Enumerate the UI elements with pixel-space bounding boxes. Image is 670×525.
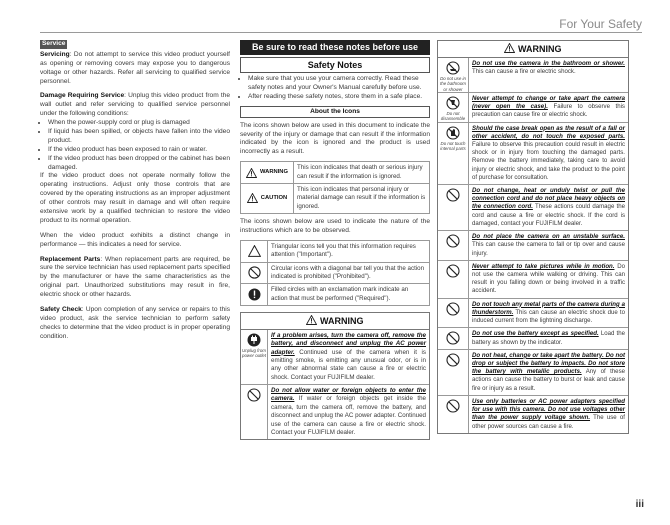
- warning-bold: Never attempt to change or take apart the camera (never open the case).: [472, 94, 625, 111]
- warning-triangle-icon: [246, 168, 257, 178]
- warning-row: [438, 123, 628, 186]
- safety-text: : Upon completion of any service or repairs to this video product, ask the service technician to perform safety checks to determine that the video product is in proper operating condition.: [40, 306, 230, 340]
- caution-triangle-icon: [247, 193, 258, 203]
- no-disassemble-icon: [446, 96, 460, 110]
- warning-body: These actions could damage the cord and cause a fire or electric shock. If the cord is damaged, contact your FUJIFILM dealer.: [472, 203, 625, 227]
- prohibited-icon: [446, 353, 460, 367]
- damage-item: • If the video product has been exposed to rain or water.: [48, 146, 230, 155]
- warning-body: The use of other power sources can cause a fire.: [472, 414, 625, 430]
- warning-text: [268, 385, 429, 439]
- symbol-text: Circular icons with a diagonal bar tell you that the action indicated is prohibited ("Prohibited").: [271, 264, 425, 280]
- servicing-text: : Do not attempt to service this video product yourself as opening or removing covers may expose you to dangerous voltage or other hazards. Refer all servicing to qualified service personnel.: [40, 50, 230, 85]
- warning-row: [438, 328, 628, 349]
- damage-item: • When the power-supply cord or plug is damaged: [48, 119, 230, 128]
- warning-text: [469, 58, 628, 92]
- warning-caption: Do not use in the bathroom or shower: [440, 76, 466, 92]
- prohibited-icon: [446, 188, 460, 202]
- symbol-text: Triangular icons tell you that this information requires attention ("Important").: [271, 242, 416, 259]
- safety-lead: Safety Check: [40, 306, 82, 314]
- warning-text: [469, 123, 628, 185]
- prohibited-icon: [446, 399, 460, 413]
- warning-text: [469, 231, 628, 260]
- damage-text: : Unplug this video product from the wall outlet and refer servicing to qualified service personnel under the following conditions:: [40, 92, 230, 118]
- warning-caption: Do not disassemble: [440, 110, 466, 122]
- warning-body: Failure to observe this precaution can cause fire or electric shock.: [472, 103, 625, 119]
- warning-caption: Unplug from power outlet: [242, 347, 266, 359]
- damage-lead: Damage Requiring Service: [40, 92, 125, 100]
- header-divider: [40, 32, 642, 33]
- warning-body: This can cause the camera to fall or tip over and cause injury.: [472, 241, 625, 257]
- no-touch-icon: [446, 126, 460, 140]
- warning-body: This can cause a fire or electric shock.: [472, 68, 576, 76]
- warning-text: [469, 299, 628, 328]
- warning-header: [241, 313, 429, 330]
- warning-row: [438, 396, 628, 433]
- warning-text: [469, 185, 628, 230]
- prohibited-icon: [446, 331, 460, 345]
- note-item: • Make sure that you use your camera correctly. Read these safety notes and your Owner's Manual carefully before use.: [248, 75, 430, 93]
- warning-body: Continued use of the camera when it is emitting smoke, is emitting any unusual odor, or is in any other abnormal state can cause a fire or electric shock. Contact your FUJIFILM dealer.: [271, 348, 426, 381]
- safety-check-paragraph: [40, 306, 230, 342]
- safety-notes-column: [240, 40, 430, 440]
- warning-row: [241, 385, 429, 439]
- warning-body: Failure to observe this precaution could result in electric shock or in injury from touching the damaged parts. Remove the battery immediately, taking care to avoid injury or electric shock, and take the product to the point of purchase for consultation.: [472, 140, 625, 181]
- warning-bold: If a problem arises, turn the camera off, remove the battery, and disconnect and unplug the AC power adapter.: [271, 331, 426, 356]
- warning-body: Do not use the camera while walking or driving. This can result in you falling down or being involved in a traffic accident.: [472, 262, 626, 295]
- warning-text: [268, 330, 429, 384]
- damage-item: • If liquid has been spilled, or objects have fallen into the video product.: [48, 128, 230, 146]
- warning-bold: Never attempt to take pictures while in motion.: [472, 262, 615, 270]
- no-bathroom-icon: [446, 61, 460, 75]
- warning-bold: Do not use the camera in the bathroom or shower.: [472, 60, 625, 67]
- warning-header: [438, 41, 628, 58]
- warning-row: [438, 299, 628, 329]
- prohibited-icon: [446, 264, 460, 278]
- warning-title: WARNING: [518, 44, 562, 54]
- legend-text: This icon indicates that death or serious injury can result if the information is ignored.: [297, 164, 423, 180]
- symbols-intro: The icons shown below are used to indicate the nature of the instructions which are to be observed.: [240, 218, 430, 234]
- note-item: • After reading these safety notes, store them in a safe place.: [248, 93, 430, 102]
- severity-legend: [240, 161, 430, 214]
- safety-notes-title: Safety Notes: [240, 57, 430, 73]
- symbol-row: [241, 284, 429, 305]
- warning-text: [469, 350, 628, 395]
- symbol-text: Filled circles with an exclamation mark indicate an action that must be performed ("Required").: [271, 286, 409, 302]
- warning-bold: Do not heat, change or take apart the battery. Do not drop or subject the battery to impacts. Do not store the battery with metallic products.: [472, 351, 625, 376]
- legend-row: [241, 162, 429, 184]
- warning-row: [438, 93, 628, 123]
- warning-text: [469, 396, 628, 433]
- unplug-icon: [247, 333, 261, 347]
- service-tag: Service: [42, 40, 66, 47]
- warning-row: [438, 350, 628, 396]
- triangle-icon: [248, 245, 261, 257]
- legend-text: This icon indicates that personal injury or material damage can result if the information is ignored.: [297, 185, 426, 210]
- prohibited-icon: [446, 302, 460, 316]
- servicing-paragraph: [40, 51, 230, 87]
- warning-triangle-icon: [504, 43, 515, 53]
- damage-paragraph: [40, 92, 230, 119]
- read-notes-banner: Be sure to read these notes before use: [240, 40, 430, 55]
- warning-body: This can cause an electric shock due to induced current from the lightning discharge.: [472, 308, 625, 325]
- warning-body: Any of these actions can cause the battery to burst or leak and cause fire or injury as a result.: [472, 368, 625, 392]
- warning-bold: Do not use the battery except as specified.: [472, 330, 599, 338]
- safety-notes-list: [240, 75, 430, 102]
- required-icon: [248, 288, 261, 301]
- legend-label: WARNING: [259, 168, 289, 175]
- warning-row: [241, 330, 429, 385]
- warning-text: [469, 328, 628, 348]
- symbol-table: [240, 240, 430, 306]
- damage-item: • If the video product has been dropped or the cabinet has been damaged.: [48, 155, 230, 173]
- warning-bold: Do not change, heat or unduly twist or pull the connection cord and do not place heavy objects on the connection cord.: [472, 187, 625, 211]
- parts-text: : When replacement parts are required, be sure the service technician has used replacement parts specified by the manufacturer or have the same characteristics as the original part. Unauthorized substitutions may result in fire, electric shock or other hazards.: [40, 255, 230, 299]
- warning-row: [438, 185, 628, 231]
- legend-label: CAUTION: [260, 194, 288, 201]
- warning-bold: Use only batteries or AC power adapters specified for use with this camera. Do not use voltages other than the power supply voltage shown.: [472, 397, 625, 422]
- warning-bold: Should the case break open as the result of a fall or other accident, do not touch the exposed parts.: [472, 124, 625, 140]
- warning-bold: Do not touch any metal parts of the camera during a thunderstorm.: [472, 300, 625, 316]
- warning-title: WARNING: [320, 315, 364, 326]
- service-column: [40, 40, 230, 348]
- warning-row: [438, 231, 628, 261]
- warning-box-right: [437, 40, 629, 434]
- warning-text: [469, 261, 628, 298]
- warning-row: [438, 58, 628, 93]
- warning-box-middle: [240, 312, 430, 440]
- prohibited-icon: [446, 234, 460, 248]
- warning-bold: Do not place the camera on an unstable surface.: [472, 233, 625, 241]
- warning-text: [469, 93, 628, 122]
- warning-body: Load the battery as shown by the indicator.: [472, 330, 625, 346]
- prohibited-icon: [248, 266, 261, 279]
- about-icons-text: The icons shown below are used in this document to indicate the severity of the injury or damage that can result if the information indicated by the icon is ignored and the product is used incorrectly as a result.: [240, 121, 430, 156]
- damage-list: [40, 119, 230, 172]
- page-number: iii: [635, 499, 644, 510]
- prohibited-icon: [247, 388, 261, 402]
- symbol-row: [241, 263, 429, 285]
- about-icons-title: About the Icons: [240, 106, 430, 118]
- symbol-row: [241, 241, 429, 263]
- legend-row: [241, 184, 429, 213]
- warning-row: [438, 261, 628, 299]
- servicing-lead: Servicing: [40, 50, 70, 58]
- warning-body: If water or foreign objects get inside the camera, turn the camera off, remove the battery, and disconnect and unplug the AC power adapter. Continued use of the camera can cause a fire or electric shock. Contact your FUJIFILM dealer.: [271, 395, 426, 436]
- page-header-title: For Your Safety: [559, 17, 642, 31]
- damage-paragraph-2: If the video product does not operate normally follow the operating instructions. Adjust only those controls that are covered by the operating instructions as an improper adjustment of other controls may result in damage and will often require extensive work by a qualified technician to restore the video product to its normal operation.: [40, 172, 230, 224]
- parts-paragraph: [40, 256, 230, 300]
- warning-caption: Do not touch internal parts: [440, 140, 466, 151]
- warning-bold: Do not allow water or foreign objects to enter the camera.: [271, 387, 426, 403]
- parts-lead: Replacement Parts: [40, 255, 101, 263]
- damage-paragraph-3: When the video product exhibits a distinct change in performance — this indicates a need for service.: [40, 231, 230, 248]
- warning-triangle-icon: [306, 315, 317, 325]
